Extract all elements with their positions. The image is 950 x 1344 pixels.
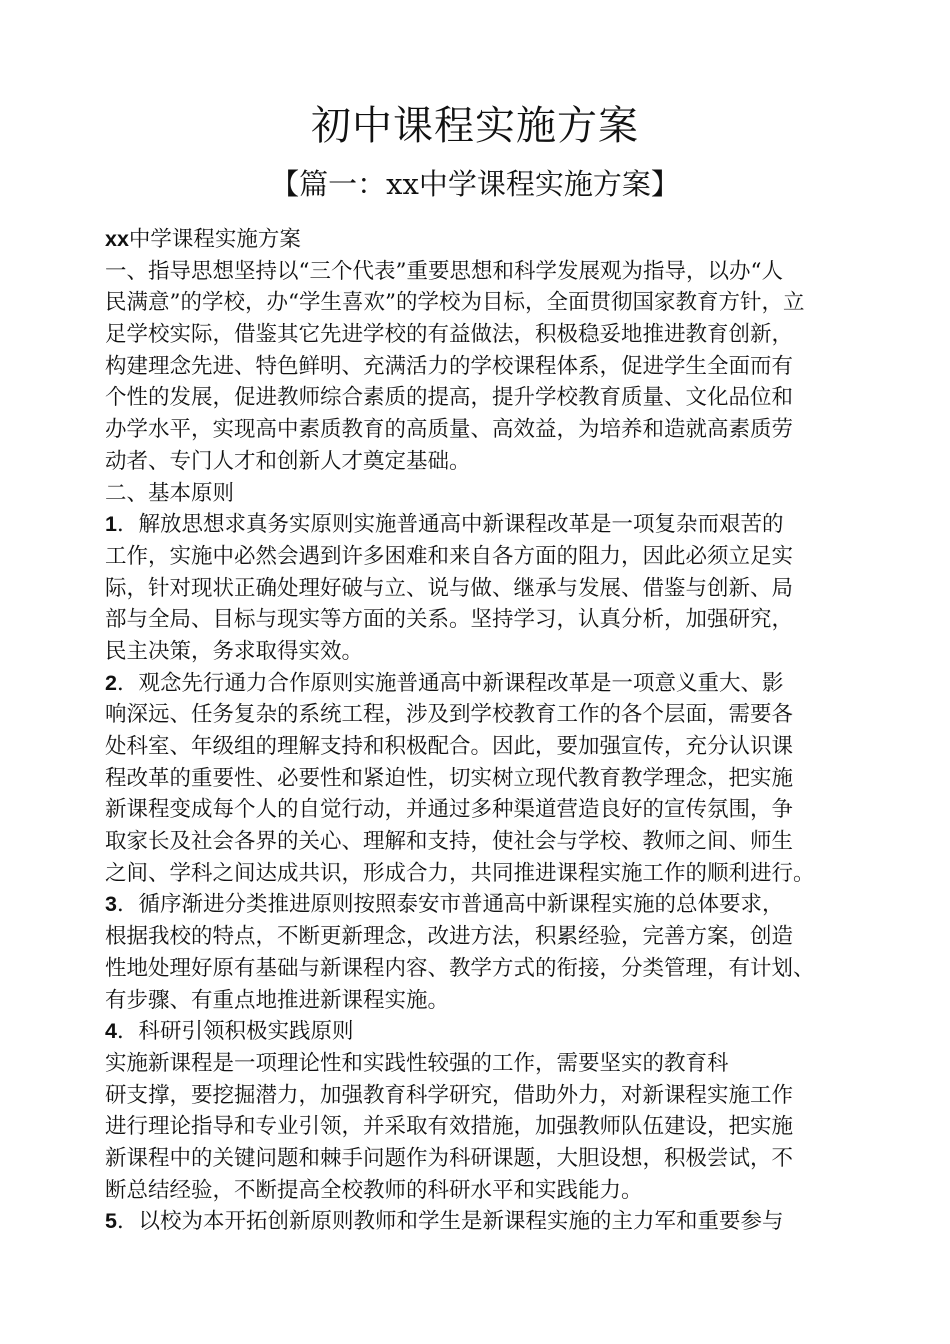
line-text: ．观念先行通力合作原则实施普通高中新课程改革是一项意义重大、影 [116, 670, 784, 696]
line-text: 响深远、任务复杂的系统工程，涉及到学校教育工作的各个层面，需要各 [105, 702, 794, 728]
item-number: 3 [105, 892, 117, 917]
text-line [105, 985, 865, 1017]
line-text: 有步骤、有重点地推进新课程实施。 [105, 987, 450, 1013]
heading-text: 中学课程实施方案 [128, 227, 301, 252]
text-line [105, 1080, 865, 1112]
text-line [105, 478, 865, 510]
line-text: 民主决策，务求取得实效。 [105, 638, 364, 664]
item-number: 1 [105, 512, 117, 537]
line-text: 足学校实际，借鉴其它先进学校的有益做法，积极稳妥地推进教育创新， [105, 322, 794, 348]
text-line [105, 668, 865, 700]
line-text: 构建理念先进、特色鲜明、充满活力的学校课程体系，促进学生全面而有 [105, 353, 794, 379]
line-text: 部与全局、目标与现实等方面的关系。坚持学习，认真分析，加强研究， [105, 607, 794, 633]
line-text: 工作，实施中必然会遇到许多困难和来自各方面的阻力，因此必须立足实 [105, 543, 794, 569]
line-text: 取家长及社会各界的关心、理解和支持，使社会与学校、教师之间、师生 [105, 829, 794, 855]
text-line [105, 1175, 865, 1207]
text-line [105, 1206, 865, 1238]
line-text: 民满意”的学校，办“学生喜欢”的学校为目标，全面贯彻国家教育方针，立 [105, 290, 805, 316]
text-line [105, 1111, 865, 1143]
line-text: ．解放思想求真务实原则实施普通高中新课程改革是一项复杂而艰苦的 [116, 512, 784, 538]
line-text: ．以校为本开拓创新原则教师和学生是新课程实施的主力军和重要参与 [116, 1209, 784, 1235]
item-number: 5 [105, 1209, 117, 1234]
text-line [105, 509, 865, 541]
line-text: 进行理论指导和专业引领，并采取有效措施，加强教师队伍建设，把实施 [105, 1114, 794, 1140]
text-line [105, 763, 865, 795]
document-body [105, 224, 865, 1238]
document-title: 初中课程实施方案 [311, 103, 639, 149]
line-text: 一、指导思想坚持以“三个代表”重要思想和科学发展观为指导，以办“人 [105, 258, 783, 284]
text-line [105, 889, 865, 921]
heading-prefix: xx [105, 227, 129, 251]
item-number: 2 [105, 670, 117, 695]
text-line [105, 604, 865, 636]
text-line [105, 382, 865, 414]
text-line [105, 858, 865, 890]
text-line [105, 414, 865, 446]
line-text: ．科研引领积极实践原则 [116, 1019, 354, 1045]
text-line [105, 1016, 865, 1048]
text-line [105, 287, 865, 319]
text-line [105, 699, 865, 731]
line-text: 动者、专门人才和创新人才奠定基础。 [105, 448, 471, 474]
line-text: 性地处理好原有基础与新课程内容、教学方式的衔接，分类管理，有计划、 [105, 955, 815, 981]
text-line [105, 1048, 865, 1080]
text-line [105, 953, 865, 985]
text-line [105, 731, 865, 763]
text-line [105, 573, 865, 605]
text-line [105, 794, 865, 826]
document-subtitle: 【篇一：xx中学课程实施方案】 [270, 167, 680, 201]
line-text: 研支撑，要挖掘潜力，加强教育科学研究，借助外力，对新课程实施工作 [105, 1082, 794, 1108]
text-line [105, 636, 865, 668]
text-line [105, 351, 865, 383]
item-number: 4 [105, 1019, 117, 1044]
section-heading [105, 224, 865, 256]
text-line [105, 319, 865, 351]
line-text: 新课程变成每个人的自觉行动，并通过多种渠道营造良好的宣传氛围，争 [105, 797, 794, 823]
line-text: 处科室、年级组的理解支持和积极配合。因此，要加强宣传，充分认识课 [105, 734, 794, 759]
text-line [105, 256, 865, 288]
line-text: 实施新课程是一项理论性和实践性较强的工作，需要坚实的教育科 [105, 1050, 729, 1076]
line-text: 二、基本原则 [105, 480, 235, 506]
text-line [105, 1143, 865, 1175]
line-text: 程改革的重要性、必要性和紧迫性，切实树立现代教育教学理念，把实施 [105, 765, 794, 791]
text-line [105, 826, 865, 858]
text-line [105, 446, 865, 478]
line-text: 际，针对现状正确处理好破与立、说与做、继承与发展、借鉴与创新、局 [105, 575, 794, 601]
paragraph-lines [105, 256, 865, 1238]
line-text: 新课程中的关键问题和棘手问题作为科研课题，大胆设想，积极尝试，不 [105, 1145, 794, 1171]
line-text: 个性的发展，促进教师综合素质的提高，提升学校教育质量、文化品位和 [105, 385, 794, 411]
line-text: 根据我校的特点，不断更新理念，改进方法，积累经验，完善方案，创造 [105, 924, 794, 950]
line-text: ．循序渐进分类推进原则按照泰安市普通高中新课程实施的总体要求， [116, 892, 784, 918]
text-line [105, 921, 865, 953]
line-text: 之间、学科之间达成共识，形成合力，共同推进课程实施工作的顺利进行。 [105, 860, 815, 886]
line-text: 办学水平，实现高中素质教育的高质量、高效益，为培养和造就高素质劳 [105, 417, 794, 443]
line-text: 断总结经验，不断提高全校教师的科研水平和实践能力。 [105, 1177, 643, 1203]
text-line [105, 541, 865, 573]
